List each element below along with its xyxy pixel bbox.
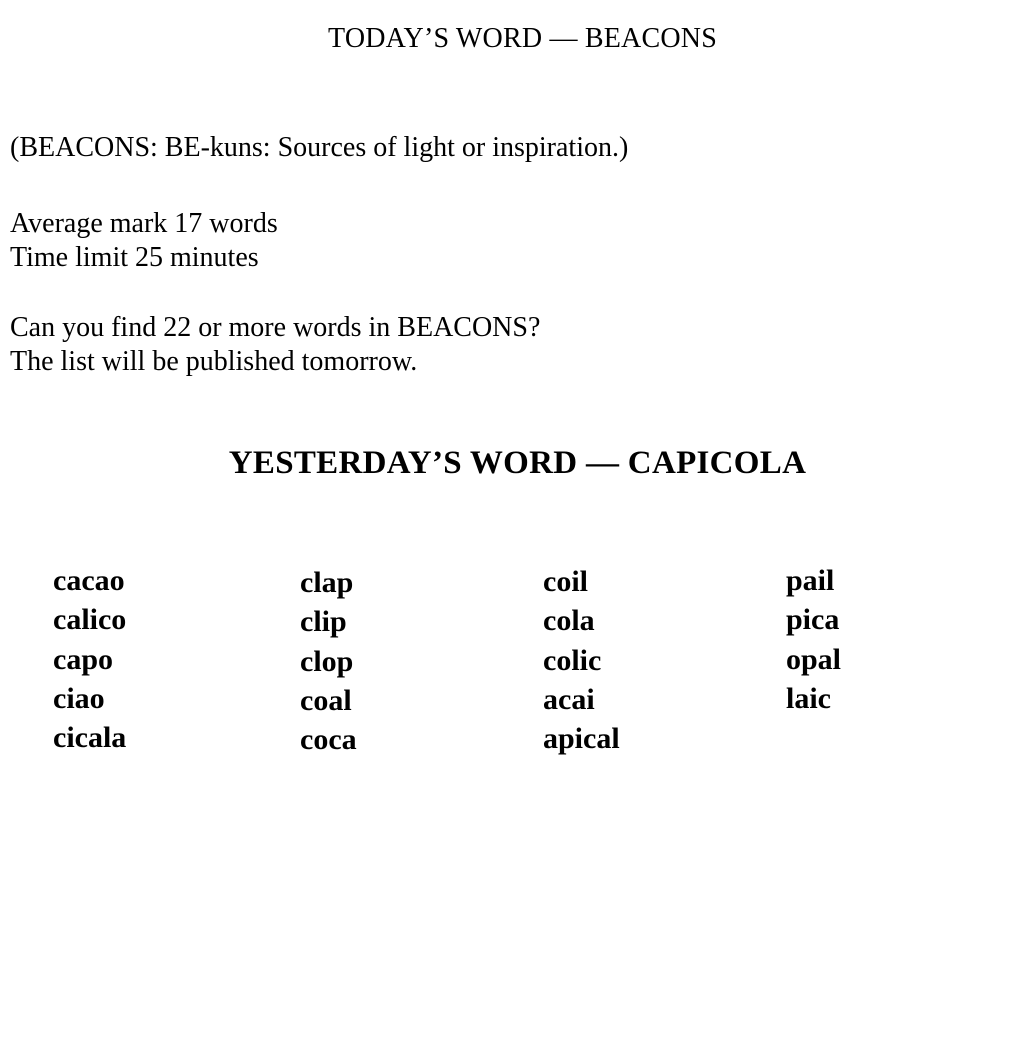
word-list-item: pica bbox=[786, 603, 840, 637]
word-list-item: opal bbox=[786, 642, 842, 676]
word-list-item: clip bbox=[300, 605, 347, 639]
word-list-item: acai bbox=[543, 682, 595, 716]
average-mark: Average mark 17 words bbox=[10, 208, 278, 239]
word-column-3 bbox=[543, 562, 620, 758]
word-column-2 bbox=[300, 563, 357, 759]
word-list-item: coca bbox=[300, 723, 357, 757]
todays-word-title: TODAY’S WORD — BEACONS bbox=[328, 23, 717, 54]
publish-note: The list will be published tomorrow. bbox=[10, 346, 418, 377]
word-list-item: clop bbox=[300, 644, 354, 678]
word-list-item: pail bbox=[786, 564, 835, 597]
challenge-question: Can you find 22 or more words in BEACONS? bbox=[10, 312, 541, 343]
word-list-item: cola bbox=[543, 604, 595, 638]
time-limit: Time limit 25 minutes bbox=[10, 242, 259, 273]
word-list-item: colic bbox=[543, 643, 602, 677]
word-list-item: ciao bbox=[53, 681, 105, 715]
word-list-item: cicala bbox=[53, 721, 127, 755]
word-list-item: laic bbox=[786, 681, 831, 715]
word-list-item: cacao bbox=[53, 564, 125, 597]
word-list-item: clap bbox=[300, 566, 354, 599]
word-column-4 bbox=[786, 561, 841, 718]
word-list-item: apical bbox=[543, 722, 620, 756]
word-definition: (BEACONS: BE-kuns: Sources of light or inspiration.) bbox=[10, 132, 629, 163]
yesterdays-word-title: YESTERDAY’S WORD — CAPICOLA bbox=[228, 445, 807, 481]
word-column-1 bbox=[53, 561, 126, 757]
word-list-item: coil bbox=[543, 565, 588, 598]
word-list-item: capo bbox=[53, 642, 113, 676]
word-list-item: coal bbox=[300, 683, 352, 717]
word-list-item: calico bbox=[53, 603, 127, 637]
